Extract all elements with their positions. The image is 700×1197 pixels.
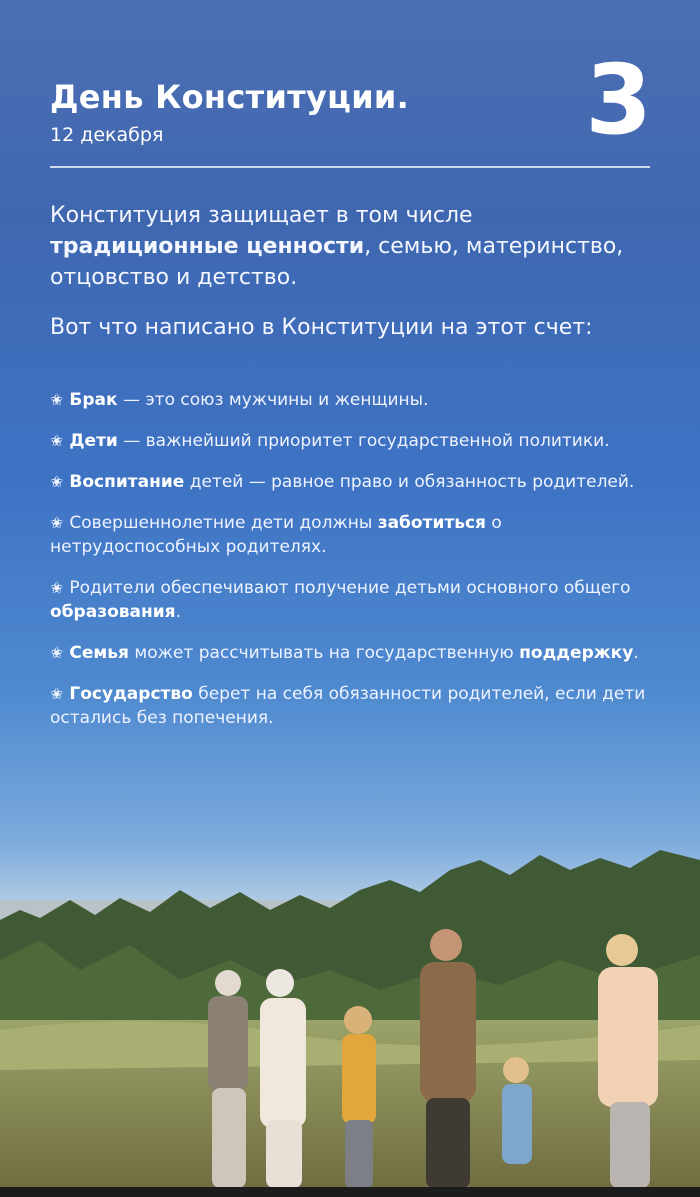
item-text: детей — равное право и обязанность родителей. — [184, 472, 635, 492]
item-bold: заботиться — [377, 513, 486, 533]
list-item — [50, 511, 650, 559]
item-text: о нетрудоспособных родителях. — [50, 513, 502, 557]
star-icon: ✬ — [50, 513, 64, 532]
star-icon: ✬ — [50, 578, 64, 597]
list-item — [50, 682, 650, 730]
item-bold: Семья — [69, 643, 129, 663]
list-item — [50, 388, 650, 412]
item-bold: поддержку — [519, 643, 634, 663]
item-text: Родители обеспечивают получение детьми основного общего — [69, 578, 631, 598]
slide-number: 3 — [585, 44, 652, 156]
star-icon: ✬ — [50, 390, 64, 409]
intro-bold: традиционные ценности — [50, 234, 365, 259]
header — [50, 78, 409, 146]
bottom-bar — [0, 1187, 700, 1197]
item-bold: Воспитание — [69, 472, 185, 492]
item-text: может рассчитывать на государственную — [128, 643, 520, 663]
list-item — [50, 576, 650, 624]
intro-part1: Конституция защищает в том числе — [50, 203, 473, 228]
page-title: День Конституции. — [50, 78, 410, 116]
star-icon: ✬ — [50, 472, 64, 491]
item-bold: Брак — [69, 390, 118, 410]
star-icon: ✬ — [50, 643, 64, 662]
list-item — [50, 641, 650, 665]
divider — [50, 166, 650, 168]
item-text: Совершеннолетние дети должны — [69, 513, 378, 533]
item-text: . — [633, 643, 639, 663]
list-item — [50, 429, 650, 453]
rights-list — [50, 388, 650, 747]
lead-text: Вот что написано в Конституции на этот счет: — [50, 315, 593, 340]
item-text: — это союз мужчины и женщины. — [117, 390, 429, 410]
item-text: — важнейший приоритет государственной политики. — [117, 431, 610, 451]
intro-text — [50, 200, 650, 293]
date-label: 12 декабря — [50, 124, 164, 146]
item-text: . — [175, 602, 181, 622]
item-text: берет на себя обязанности родителей, если дети остались без попечения. — [50, 684, 646, 728]
item-bold: Государство — [69, 684, 193, 704]
item-bold: образования — [50, 602, 176, 622]
list-item — [50, 470, 650, 494]
family-landscape-image — [0, 820, 700, 1197]
item-bold: Дети — [69, 431, 118, 451]
star-icon: ✬ — [50, 431, 64, 450]
intro-part2: , семью, материнство, отцовство и детство. — [50, 234, 624, 290]
star-icon: ✬ — [50, 684, 64, 703]
